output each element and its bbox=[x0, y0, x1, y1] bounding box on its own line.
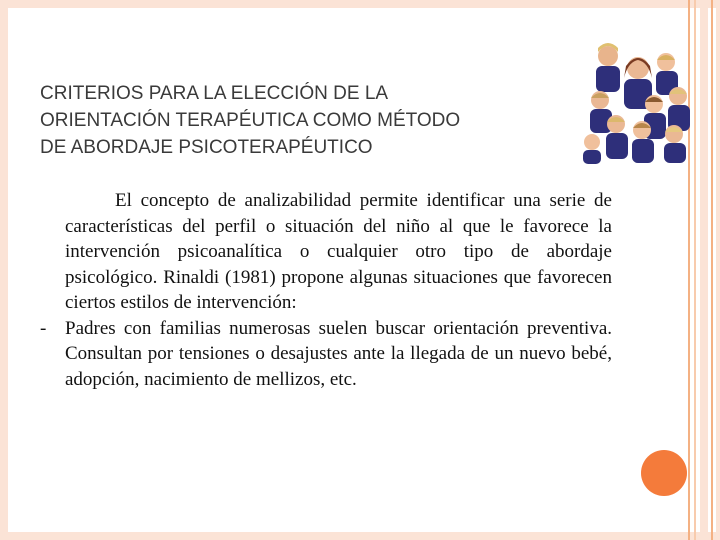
title-line: DE ABORDAJE PSICOTERAPÉUTICO bbox=[40, 137, 373, 158]
decor-rule bbox=[716, 0, 720, 540]
decor-rule bbox=[700, 0, 708, 540]
slide-title bbox=[40, 80, 600, 161]
bullet-text: Padres con familias numerosas suelen buscar orientación preventiva. Consultan por tensiones o desajustes ante la llegada de un nuevo bebé, adopción, nacimiento de mellizos, etc. bbox=[65, 317, 612, 390]
frame-bottom-border bbox=[0, 532, 720, 540]
body-paragraph: El concepto de analizabilidad permite identificar una serie de características del perfil o situación del niño al que le favorece la intervención psicoanalítica o cualquier otro tipo de abordaje psicológico. Rinaldi (1981) propone algunas situaciones que favorecen ciertos estilos de intervención: bbox=[65, 190, 612, 313]
title-line: ORIENTACIÓN TERAPÉUTICA COMO MÉTODO bbox=[40, 110, 461, 131]
person-figure bbox=[583, 43, 690, 164]
bullet-marker: - bbox=[40, 317, 47, 339]
accent-circle bbox=[641, 450, 687, 496]
bullet-item bbox=[40, 316, 612, 393]
slide-body bbox=[40, 188, 612, 392]
frame-top-border bbox=[0, 0, 720, 8]
title-line: CRITERIOS PARA LA ELECCIÓN DE LA bbox=[40, 83, 389, 104]
decor-rule bbox=[711, 0, 713, 540]
family-photo bbox=[580, 38, 698, 164]
frame-left-border bbox=[0, 0, 8, 540]
